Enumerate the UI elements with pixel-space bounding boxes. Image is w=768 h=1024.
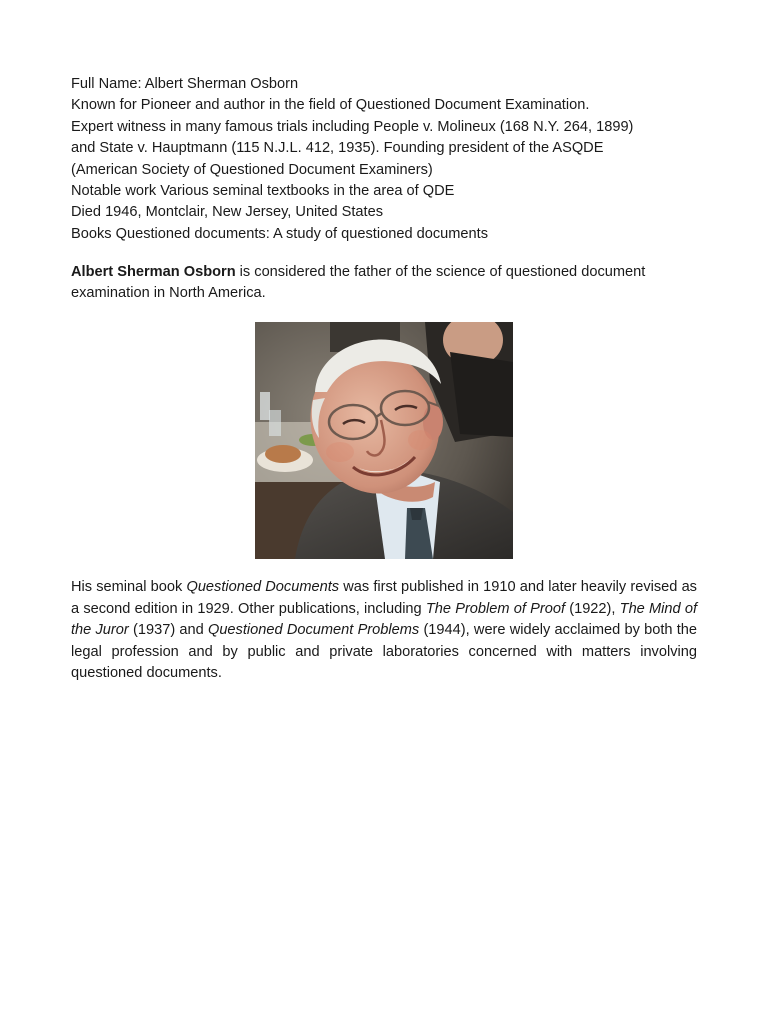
- pub-text-1: His seminal book: [71, 579, 187, 595]
- book-title-mind-of-the-juror: The Mind of the Juror: [71, 600, 697, 639]
- pub-text-3: (1922),: [565, 600, 620, 617]
- bio-expert-witness: Expert witness in many famous trials including People v. Molineux (168 N.Y. 264, 1899): [71, 118, 634, 135]
- pub-text-5: (1944), were widely acclaimed by both the legal profession and by public and private laboratories concerned with matters involving questioned documents.: [71, 622, 697, 682]
- portrait-illustration: [255, 322, 513, 559]
- bio-notable-work: Notable work Various seminal textbooks in the area of QDE: [71, 183, 455, 200]
- pub-text-4: (1937) and: [128, 622, 208, 639]
- book-title-problem-of-proof: The Problem of Proof: [425, 600, 566, 617]
- bio-full-name: Full Name: Albert Sherman Osborn: [71, 76, 299, 92]
- bio-died: Died 1946, Montclair, New Jersey, United States: [71, 204, 384, 221]
- bio-asqde: (American Society of Questioned Document Examiners): [71, 161, 433, 178]
- book-title-questioned-document-problems: Questioned Document Problems: [207, 622, 420, 639]
- book-title-questioned-documents: Questioned Documents: [186, 579, 340, 595]
- portrait-photo: [255, 322, 513, 559]
- intro-text: is considered the father of the science of questioned document examination in North America.: [71, 264, 646, 302]
- bio-known-for: Known for Pioneer and author in the field of Questioned Document Examination.: [71, 97, 590, 114]
- bio-founding-president: and State v. Hauptmann (115 N.J.L. 412, 1935). Founding president of the ASQDE: [71, 140, 604, 157]
- publications-paragraph: [71, 577, 697, 685]
- bio-books: Books Questioned documents: A study of questioned documents: [71, 225, 488, 242]
- pub-text-2: was first published in 1910 and later heavily revised as a second edition in 1929. Other publications, including: [71, 579, 697, 617]
- intro-name: Albert Sherman Osborn: [71, 264, 236, 280]
- intro-paragraph: [71, 262, 697, 305]
- bio-facts: [71, 74, 711, 245]
